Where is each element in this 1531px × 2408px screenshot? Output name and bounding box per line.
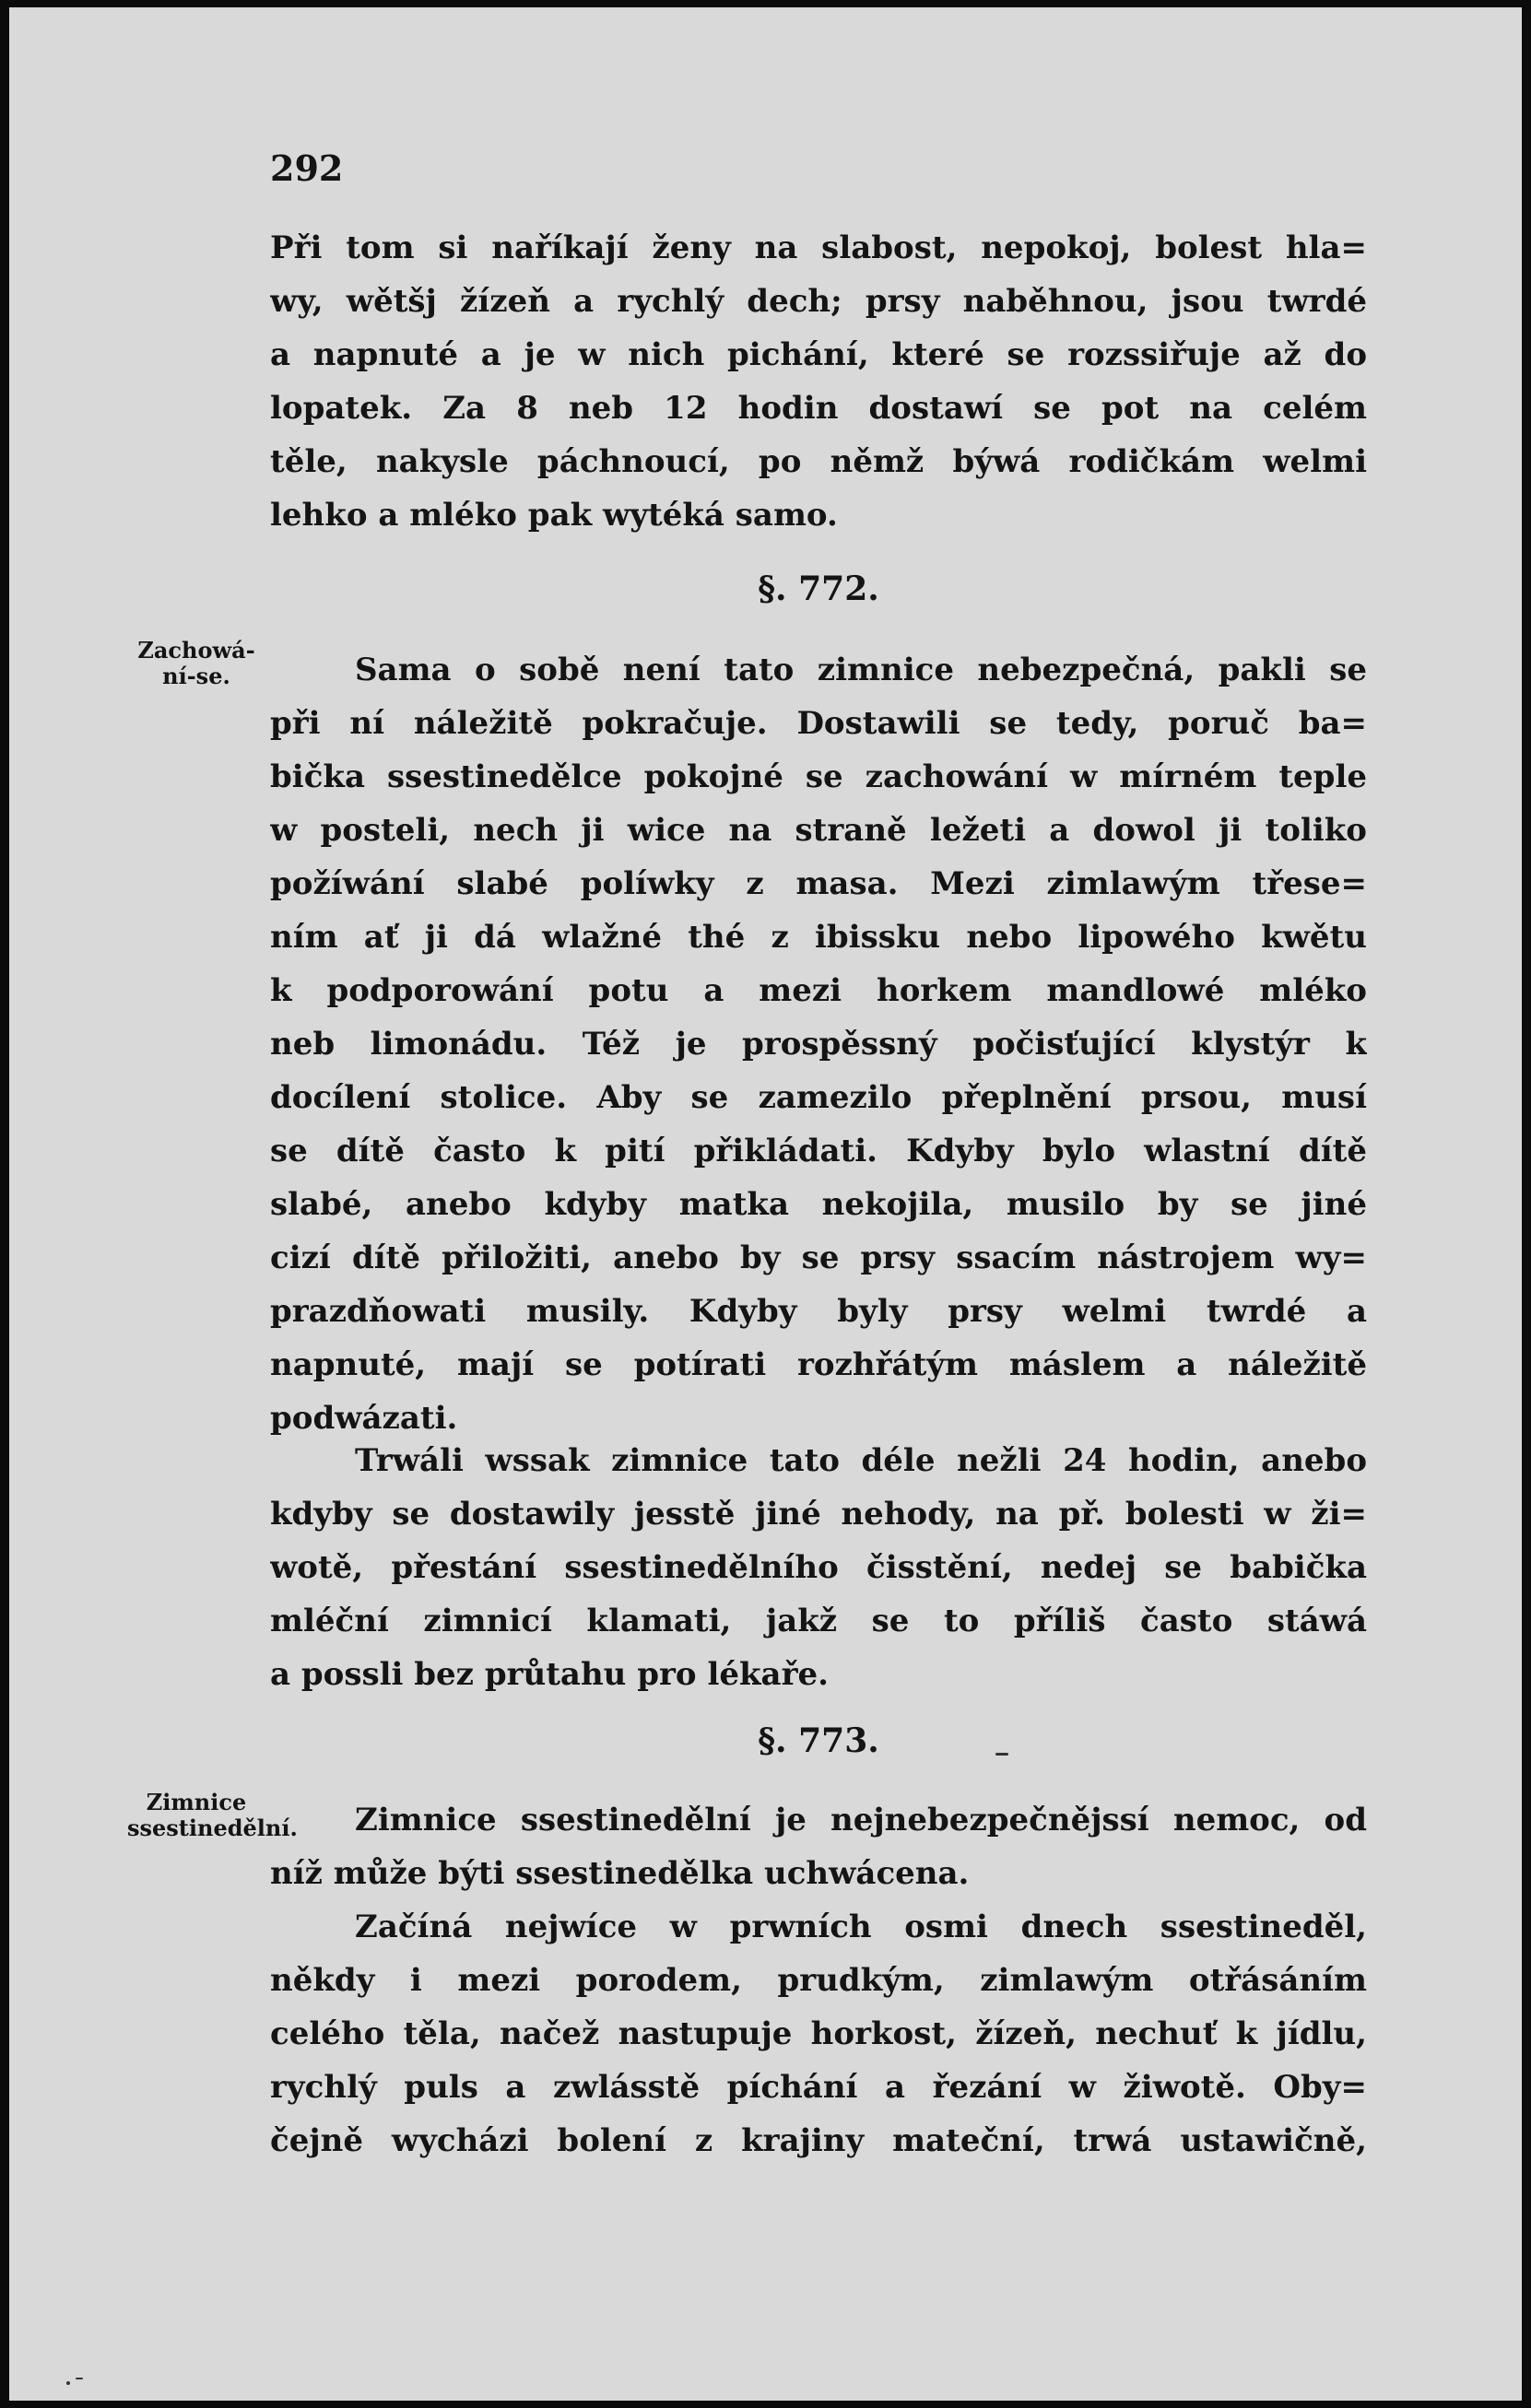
text-line: lopatek. Za 8 neb 12 hodin dostawí se pot na celém	[270, 390, 1367, 427]
text-line: se dítě často k pití přikládati. Kdyby bylo wlastní dítě	[270, 1133, 1367, 1169]
text-line: kdyby se dostawily jesstě jiné nehody, na př. bolesti w ži=	[270, 1496, 1367, 1533]
print-speck	[995, 1753, 1008, 1756]
text-line: Začíná nejwíce w prwních osmi dnech ssestineděl,	[355, 1909, 1367, 1945]
text-line: požíwání slabé políwky z masa. Mezi zimlawým třese=	[270, 865, 1367, 902]
text-line: ním ať ji dá wlažné thé z ibissku nebo lipowého kwětu	[270, 919, 1367, 956]
text-line: neb limonádu. Též je prospěssný počisťující klystýr k	[270, 1026, 1367, 1063]
text-line: celého těla, načež nastupuje horkost, žízeň, nechuť k jídlu,	[270, 2015, 1367, 2052]
paragraph-772-1	[270, 643, 1367, 1445]
text-line: a napnuté a je w nich pichání, které se rozssiřuje až do	[270, 336, 1367, 373]
book-page	[9, 7, 1522, 2401]
text-line: prazdňowati musily. Kdyby byly prsy welmi twrdé a	[270, 1293, 1367, 1330]
paragraph-intro	[270, 221, 1367, 542]
text-line: rychlý puls a zwlásstě píchání a řezání w žiwotě. Oby=	[270, 2069, 1367, 2106]
text-line: bička ssestinedělce pokojné se zachowání w mírném teple	[270, 758, 1367, 795]
text-line: cizí dítě přiložiti, anebo by se prsy ssacím nástrojem wy=	[270, 1239, 1367, 1276]
text-line: Zimnice ssestinedělní je nejnebezpečnějssí nemoc, od	[355, 1802, 1367, 1838]
text-line: docílení stolice. Aby se zamezilo přeplnění prsou, musí	[270, 1079, 1367, 1116]
section-heading-773: §. 773.	[758, 1721, 879, 1760]
print-speck	[76, 2378, 83, 2379]
text-line: čejně wycházi bolení z krajiny mateční, trwá ustawičně,	[270, 2122, 1367, 2159]
text-line: wotě, přestání ssestinedělního čisstění, nedej se babička	[270, 1549, 1367, 1586]
text-line: k podporowání potu a mezi horkem mandlowé mléko	[270, 972, 1367, 1009]
paragraph-772-2	[270, 1434, 1367, 1701]
text-line: mléční zimnicí klamati, jakž se to příliš často stáwá	[270, 1603, 1367, 1639]
print-speck	[66, 2381, 70, 2385]
text-line: těle, nakysle páchnoucí, po němž býwá rodičkám welmi	[270, 443, 1367, 480]
text-line: někdy i mezi porodem, prudkým, zimlawým otřásáním	[270, 1962, 1367, 1999]
paragraph-773-2	[270, 1900, 1367, 2167]
page-number: 292	[270, 147, 344, 189]
text-line: níž může býti ssestinedělka uchwácena.	[270, 1855, 970, 1892]
text-line: a possli bez průtahu pro lékaře.	[270, 1656, 829, 1693]
text-line: Sama o sobě není tato zimnice nebezpečná, pakli se	[355, 652, 1367, 688]
margin-note-zachowani: Zachowá-ní-se.	[137, 637, 255, 689]
text-line: podwázati.	[270, 1400, 458, 1437]
section-heading-772: §. 772.	[758, 570, 879, 608]
text-line: napnuté, mají se potírati rozhřátým máslem a náležitě	[270, 1346, 1367, 1383]
text-line: w posteli, nech ji wice na straně ležeti a dowol ji toliko	[270, 812, 1367, 849]
paragraph-773-1	[270, 1793, 1367, 1900]
text-line: Při tom si naříkají ženy na slabost, nepokoj, bolest hla=	[270, 229, 1367, 266]
text-line: Trwáli wssak zimnice tato déle nežli 24 hodin, anebo	[355, 1442, 1367, 1479]
margin-note-zimnice: Zimnice ssestinedělní.	[127, 1789, 298, 1841]
text-line: lehko a mléko pak wytéká samo.	[270, 497, 838, 534]
text-line: při ní náležitě pokračuje. Dostawili se tedy, poruč ba=	[270, 705, 1367, 742]
text-line: slabé, anebo kdyby matka nekojila, musilo by se jiné	[270, 1186, 1367, 1223]
text-line: wy, wětšj žízeň a rychlý dech; prsy naběhnou, jsou twrdé	[270, 283, 1367, 320]
